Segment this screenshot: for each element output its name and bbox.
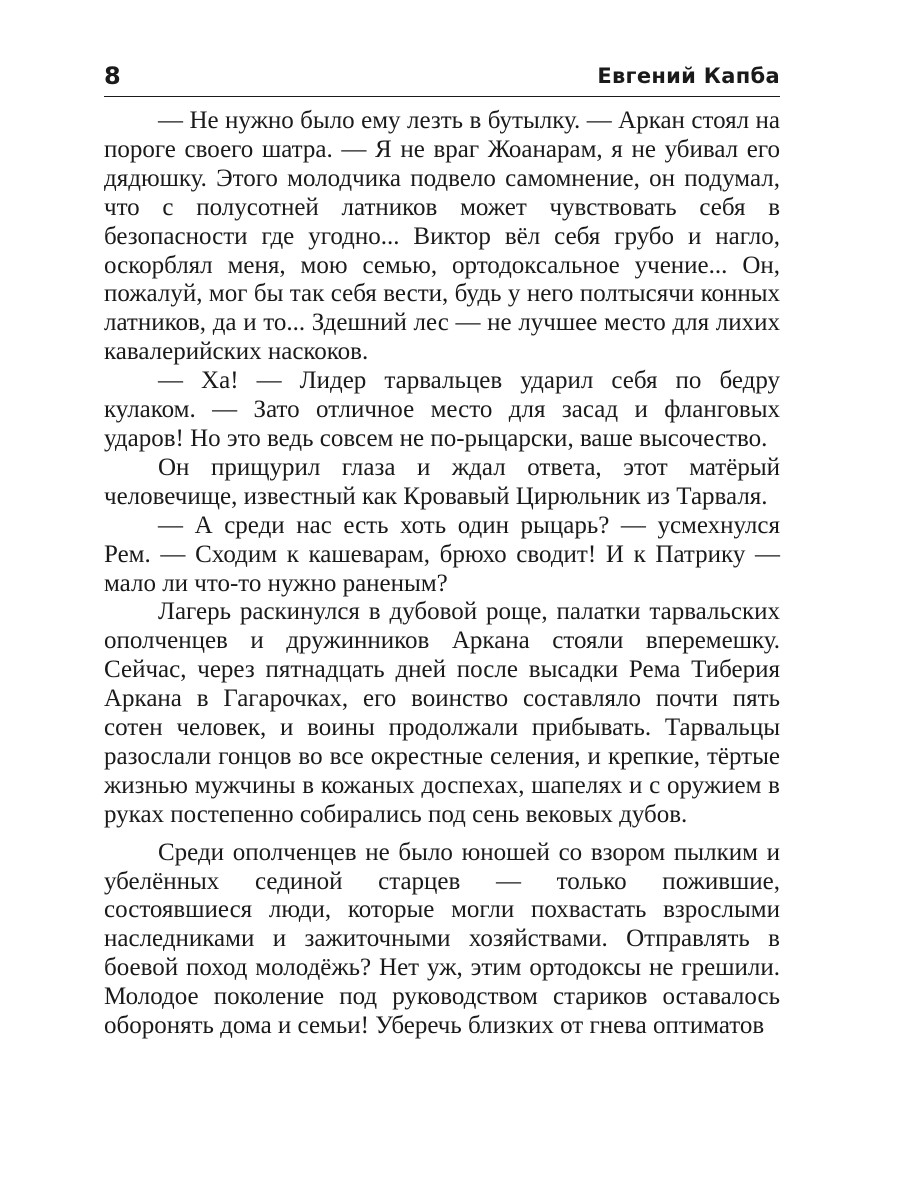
book-page: [104, 58, 780, 1041]
book-author: Евгений Капба: [597, 64, 780, 88]
paragraph-2: — Ха! — Лидер тарвальцев ударил себя по бедру кулаком. — Зато отличное место для засад и фланговых ударов! Но это ведь совсем не по-рыцарски, ваше высочество.: [104, 367, 780, 452]
paragraph-6: Среди ополченцев не было юношей со взором пылким и убелённых сединой старцев — только пожившие, состоявшиеся люди, которые могли похвастать взрослыми наследниками и зажиточными хозяйствами. Отправлять в боевой поход молодёжь? Нет уж, этим ортодоксы не грешили. Молодое поколение под руководством стариков оставалось оборонять дома и семьи! Уберечь близких от гнева оптиматов: [104, 838, 780, 1040]
body-text: [104, 107, 780, 1041]
paragraph-3: Он прищурил глаза и ждал ответа, этот матёрый человечище, известный как Кровавый Цирюльник из Тарваля.: [104, 453, 780, 510]
page-number: 8: [104, 62, 122, 90]
running-header: [104, 58, 780, 97]
paragraph-1: — Не нужно было ему лезть в бутылку. — Аркан стоял на пороге своего шатра. — Я не враг Жоанарам, я не убивал его дядюшку. Этого молодчика подвело самомнение, он подумал, что с полусотней латников может чувствовать себя в безопасности где угодно... Виктор вёл себя грубо и нагло, оскорблял меня, мою семью, ортодоксальное учение... Он, пожалуй, мог бы так себя вести, будь у него полтысячи конных латников, да и то... Здешний лес — не лучшее место для лихих кавалерийских наскоков.: [104, 107, 780, 366]
paragraph-4: — А среди нас есть хоть один рыцарь? — усмехнулся Рем. — Сходим к кашеварам, брюхо сводит! И к Патрику — мало ли что-то нужно раненым?: [104, 511, 780, 597]
paragraph-5: Лагерь раскинулся в дубовой роще, палатки тарвальских ополченцев и дружинников Аркана стояли вперемешку. Сейчас, через пятнадцать дней после высадки Рема Тиберия Аркана в Гагарочках, его воинство составляло почти пять сотен человек, и воины продолжали прибывать. Тарвальцы разослали гонцов во все окрестные селения, и крепкие, тёртые жизнью мужчины в кожаных доспехах, шапелях и с оружием в руках постепенно собирались под сень вековых дубов.: [104, 598, 780, 828]
